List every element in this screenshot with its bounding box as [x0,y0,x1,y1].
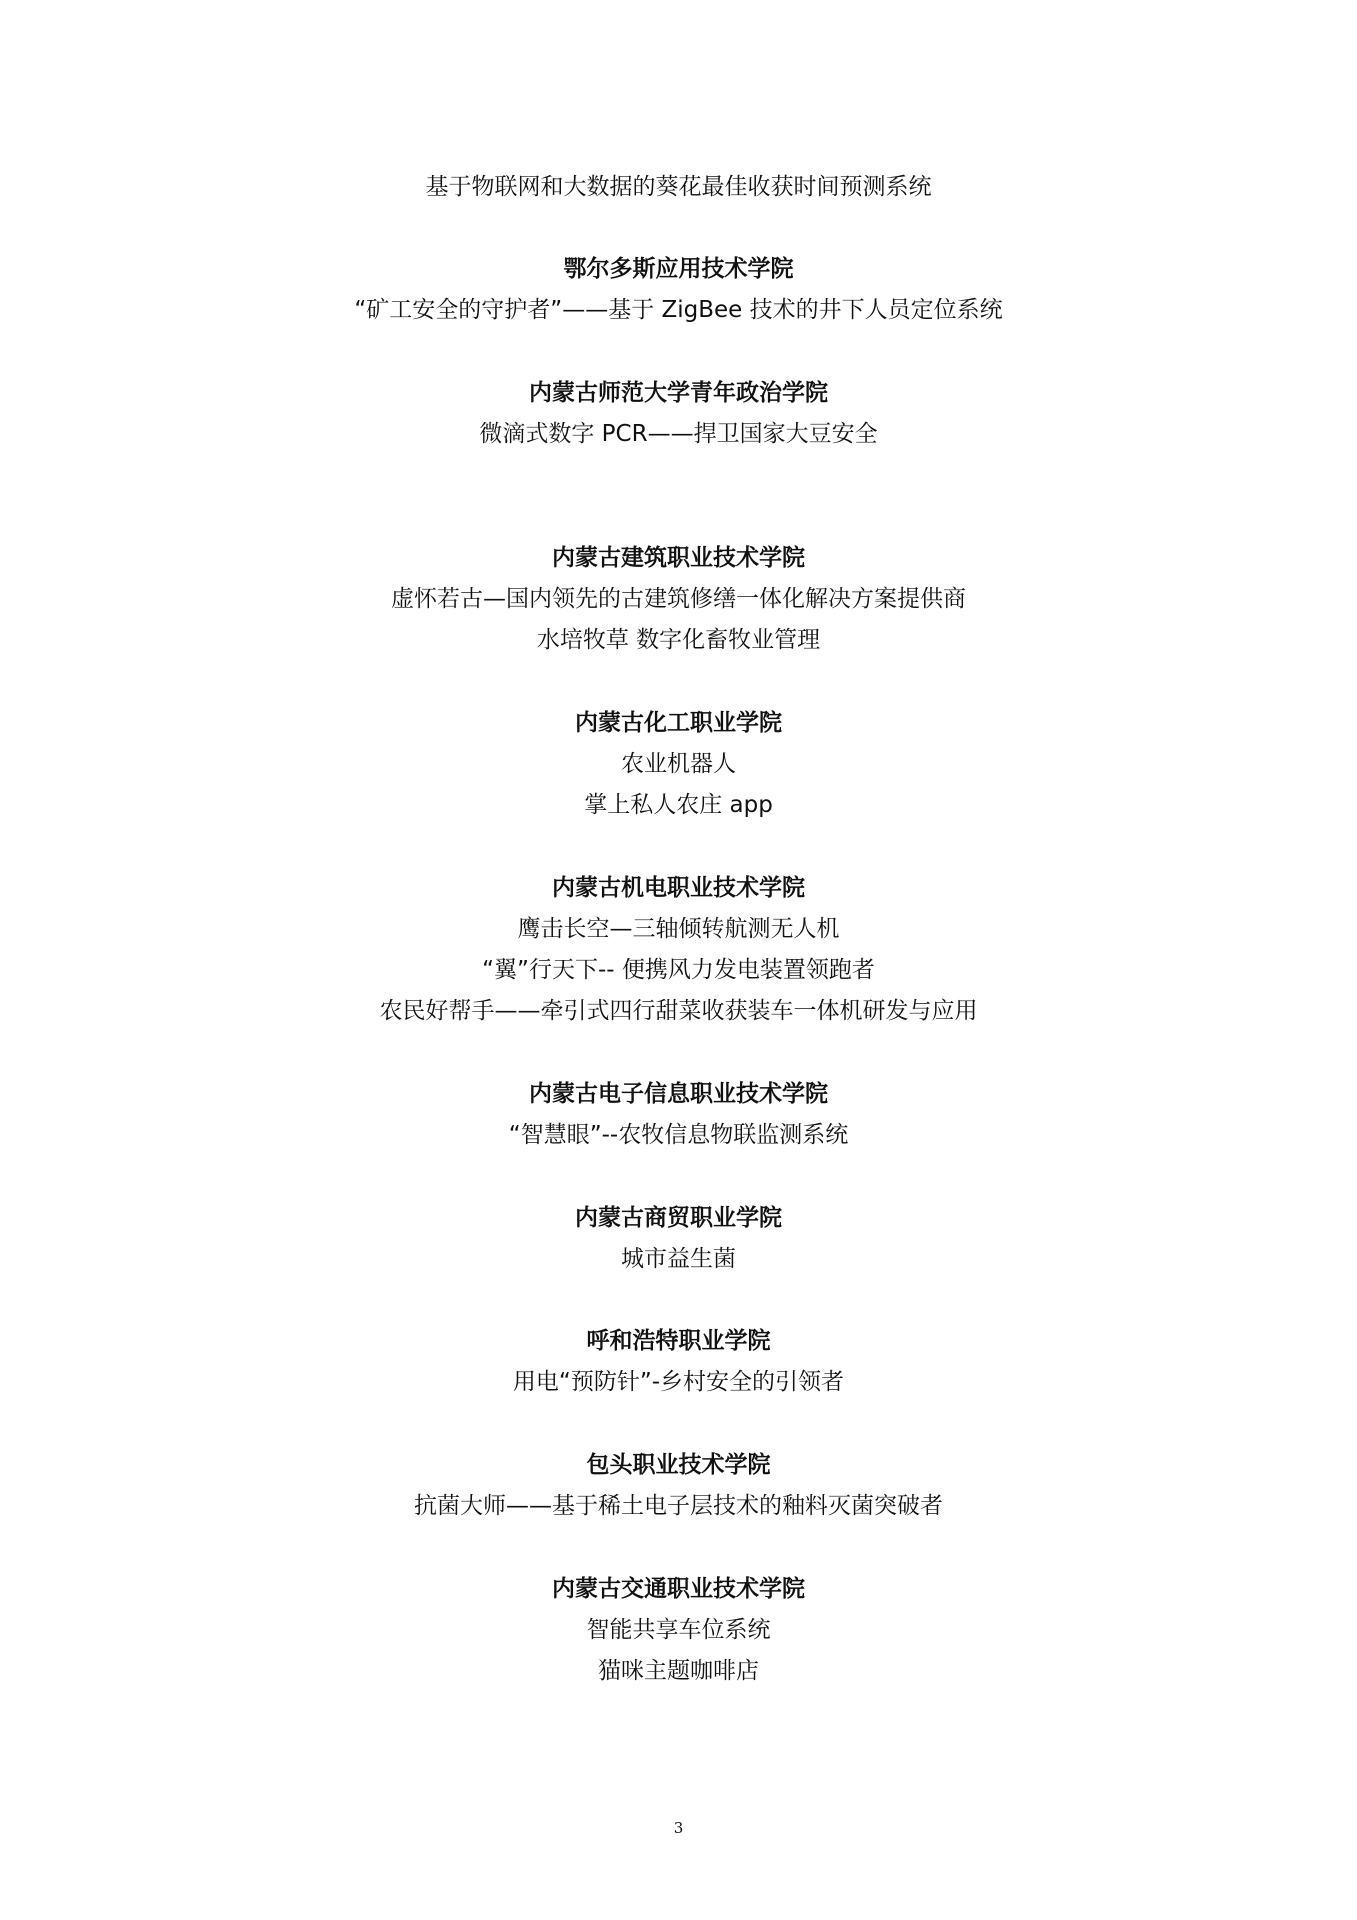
project-title: 鹰击长空—三轴倾转航测无人机 [517,916,840,942]
school-name: 内蒙古机电职业技术学院 [552,875,805,901]
school-name: 包头职业技术学院 [586,1452,771,1478]
project-title: “矿工安全的守护者”——基于 ZigBee 技术的井下人员定位系统 [354,297,1003,323]
project-title: 水培牧草 数字化畜牧业管理 [536,627,821,653]
project-title: “智慧眼”--农牧信息物联监测系统 [508,1122,849,1148]
school-name: 内蒙古师范大学青年政治学院 [529,380,828,406]
project-title: 微滴式数字 PCR——捍卫国家大豆安全 [479,421,878,447]
project-title: 猫咪主题咖啡店 [598,1658,759,1684]
school-name: 内蒙古交通职业技术学院 [552,1576,805,1602]
project-title: 抗菌大师——基于稀土电子层技术的釉料灭菌突破者 [414,1493,943,1519]
project-title: 城市益生菌 [621,1246,736,1272]
project-title: 基于物联网和大数据的葵花最佳收获时间预测系统 [425,174,932,200]
school-name: 内蒙古建筑职业技术学院 [552,545,805,571]
school-name: 内蒙古商贸职业学院 [575,1205,782,1231]
project-title: 农业机器人 [621,751,736,777]
school-name: 内蒙古电子信息职业技术学院 [529,1081,828,1107]
project-title: 虚怀若古—国内领先的古建筑修缮一体化解决方案提供商 [391,586,966,612]
school-name: 内蒙古化工职业学院 [575,710,782,736]
page-number: 3 [673,1819,684,1837]
project-title: 用电“预防针”-乡村安全的引领者 [512,1369,845,1395]
project-title: 掌上私人农庄 app [584,792,773,818]
school-name: 鄂尔多斯应用技术学院 [563,256,794,282]
project-title: 农民好帮手——牵引式四行甜菜收获装车一体机研发与应用 [379,998,978,1024]
project-title: 智能共享车位系统 [586,1617,771,1643]
school-name: 呼和浩特职业学院 [586,1328,771,1354]
project-title: “翼”行天下-- 便携风力发电装置领跑者 [482,957,875,983]
